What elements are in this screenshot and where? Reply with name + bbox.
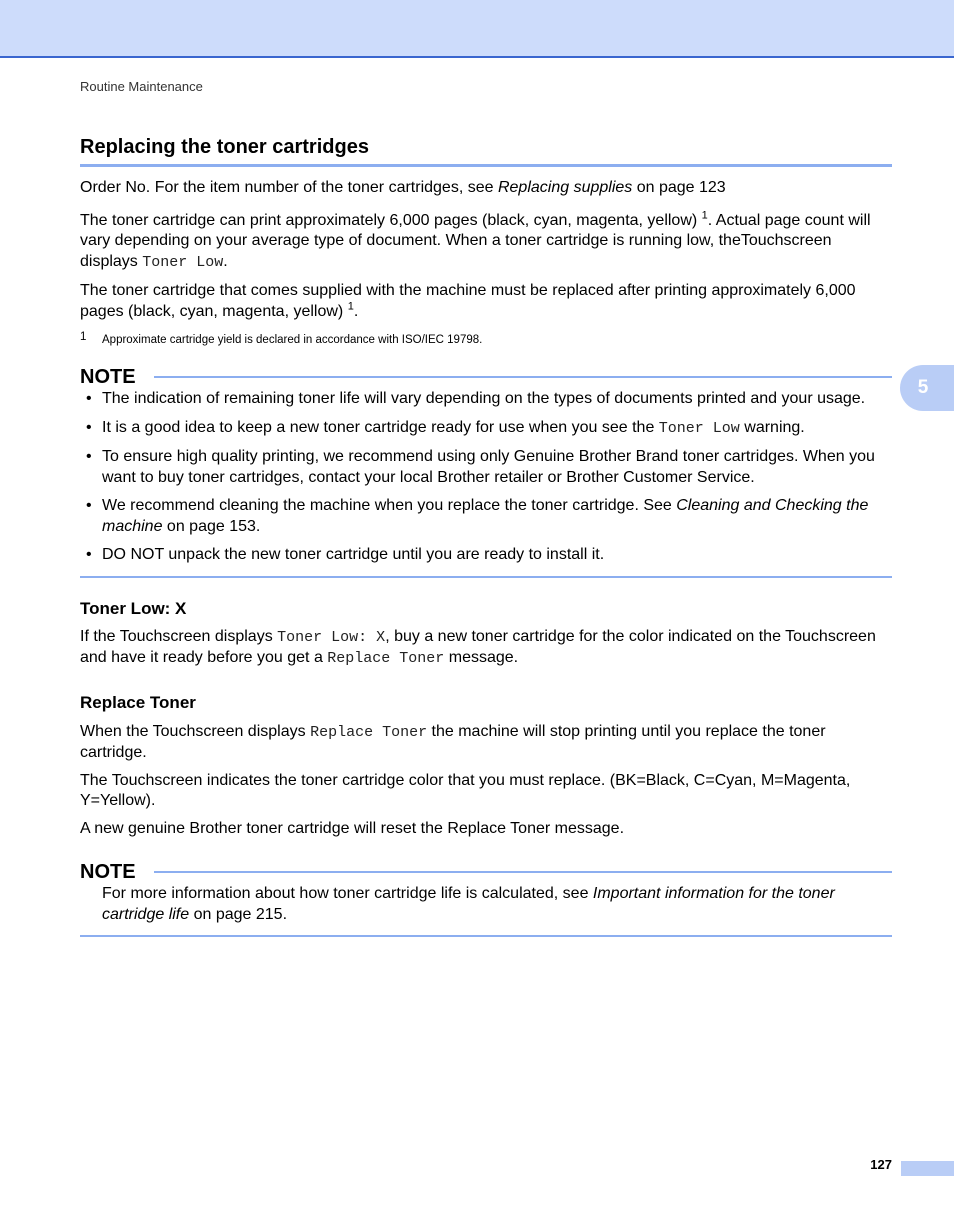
p2-text-a: The toner cartridge that comes supplied with the machine must be replaced after printing approximately 6,000 pages (black, cyan, magenta, yellow) [80, 282, 856, 320]
note-item-text: warning. [739, 418, 805, 436]
footnote-number: 1 [80, 331, 87, 343]
page-tab [901, 1161, 954, 1176]
order-line [80, 178, 892, 199]
note-end-rule [80, 576, 892, 578]
chapter-tab [900, 365, 954, 411]
note-label: NOTE [80, 861, 136, 883]
display-message: Toner Low: X [277, 628, 386, 646]
note-item-text: on page 153. [162, 517, 261, 535]
footnote-ref: 1 [347, 300, 354, 313]
replace-toner-heading: Replace Toner [80, 692, 196, 712]
page-title: Replacing the toner cartridges [80, 134, 892, 167]
running-header: Routine Maintenance [80, 79, 203, 94]
ref-cleaning-link[interactable]: Cleaning and Checking the machine [102, 497, 869, 535]
page-number: 127 [870, 1157, 892, 1172]
footnote-ref: 1 [701, 209, 708, 222]
list-item [80, 418, 892, 440]
note-label: NOTE [80, 366, 136, 388]
page-content [80, 134, 892, 937]
ref-replacing-supplies-link[interactable]: Replacing supplies [497, 179, 633, 196]
p2-text-b: . [353, 302, 359, 320]
list-item [80, 545, 892, 566]
note-end-rule [80, 935, 892, 937]
note-item-text: We recommend cleaning the machine when you replace the toner cartridge. See [102, 497, 677, 514]
list-item [80, 389, 892, 410]
note-item-text: The indication of remaining toner life will vary depending on the types of documents printed and your usage. [102, 390, 866, 407]
toner-low-heading: Toner Low: X [80, 598, 187, 618]
note-header [80, 366, 892, 388]
note-list [80, 389, 892, 566]
n2-text-a: For more information about how toner cartridge life is calculated, see [102, 885, 593, 902]
note-paragraph [80, 884, 892, 925]
note-item-text: It is a good idea to keep a new toner cartridge ready for use when you see the [102, 418, 659, 436]
note-item-text: To ensure high quality printing, we recommend using only Genuine Brother Brand toner cartridges. When you want to buy toner cartridges, contact your local Brother retailer or Brother Customer Service. [102, 448, 875, 486]
tl-text-a: If the Touchscreen displays [80, 627, 278, 645]
p1-text-c: . [223, 252, 228, 270]
color-paragraph: The Touchscreen indicates the toner cartridge color that you must replace. (BK=Black, C=Cyan, M=Magenta, Y=Yellow). [80, 771, 851, 809]
toner-low-paragraph [80, 627, 892, 670]
order-page: on page 123 [632, 179, 726, 196]
tl-text-c: message. [444, 649, 519, 666]
list-item [80, 496, 892, 537]
note-rule [154, 871, 892, 873]
paragraph-yield [80, 211, 892, 274]
ref-toner-life-link[interactable]: Important information for the toner cartridge life [102, 885, 835, 923]
display-message: Replace Toner [327, 650, 445, 667]
p1-text-a: The toner cartridge can print approximately 6,000 pages (black, cyan, magenta, yellow) [80, 211, 702, 229]
list-item [80, 447, 892, 488]
footnote-text: Approximate cartridge yield is declared in accordance with ISO/IEC 19798. [102, 334, 483, 346]
rt-text-a: When the Touchscreen displays [80, 722, 311, 740]
chapter-number: 5 [917, 377, 929, 398]
order-text: Order No. For the item number of the toner cartridges, see [80, 179, 498, 196]
n2-text-b: on page 215. [189, 905, 288, 923]
note-header [80, 861, 892, 883]
paragraph-supplied [80, 281, 892, 322]
tl-text-b: , buy a new toner cartridge for the color indicated on the Touchscreen and have it ready before you get a [80, 627, 876, 666]
replace-toner-paragraph [80, 722, 892, 764]
display-message: Toner Low [142, 253, 224, 271]
top-band [0, 0, 954, 58]
p1-text-b: . Actual page count will vary depending on your average type of document. When a toner cartridge is running low, theTouchscreen displays [80, 211, 871, 270]
footnote [80, 331, 892, 346]
display-message: Replace Toner [310, 723, 428, 741]
note-rule [154, 376, 892, 378]
rt-text-b: the machine will stop printing until you replace the toner cartridge. [80, 722, 826, 761]
display-message: Toner Low [658, 419, 740, 437]
note-item-text: DO NOT unpack the new toner cartridge until you are ready to install it. [102, 546, 605, 563]
reset-paragraph: A new genuine Brother toner cartridge will reset the Replace Toner message. [80, 819, 625, 837]
